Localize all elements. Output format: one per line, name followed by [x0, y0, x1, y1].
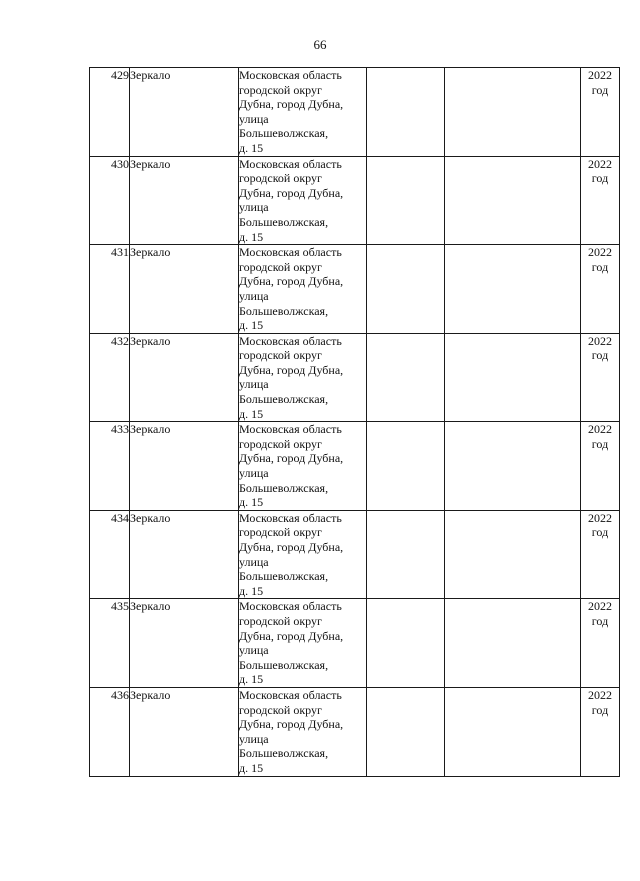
address-line: Дубна, город Дубна,	[239, 185, 344, 200]
address-line: Московская область	[239, 510, 342, 525]
address-cell	[239, 599, 367, 688]
row-number-cell: 432	[90, 333, 130, 422]
row-number-cell: 430	[90, 156, 130, 245]
year-unit: год	[591, 171, 609, 186]
address-line: улица	[239, 111, 269, 126]
year-value: 2022	[588, 68, 612, 82]
address-line: д. 15	[239, 760, 264, 775]
address-line: Дубна, город Дубна,	[239, 628, 344, 643]
year-value: 2022	[588, 422, 612, 437]
empty-cell-col5	[445, 333, 581, 422]
empty-cell-col4	[367, 422, 445, 511]
row-number-cell: 429	[90, 68, 130, 157]
object-type-cell: Зеркало	[130, 245, 239, 334]
address-line: городской округ	[239, 82, 322, 97]
row-number-cell: 431	[90, 245, 130, 334]
address-line: улица	[239, 200, 269, 215]
address-line: городской округ	[239, 259, 322, 274]
address-line: улица	[239, 466, 269, 481]
empty-cell-col4	[367, 245, 445, 334]
year-cell	[581, 68, 620, 157]
address-cell	[239, 156, 367, 245]
address-line: Большеволжская,	[239, 303, 329, 318]
address-line: д. 15	[239, 229, 264, 244]
year-value: 2022	[588, 156, 612, 171]
address-line: Большеволжская,	[239, 746, 329, 761]
object-type-cell: Зеркало	[130, 599, 239, 688]
year-cell	[581, 510, 620, 599]
address-line: Большеволжская,	[239, 214, 329, 229]
year-value: 2022	[588, 245, 612, 260]
address-line: Московская область	[239, 333, 342, 348]
row-number-cell: 435	[90, 599, 130, 688]
year-unit: год	[591, 613, 609, 628]
table-row	[90, 68, 620, 157]
year-cell	[581, 599, 620, 688]
empty-cell-col5	[445, 510, 581, 599]
address-line: д. 15	[239, 495, 264, 510]
year-value: 2022	[588, 687, 612, 702]
address-line: д. 15	[239, 583, 264, 598]
address-line: Большеволжская,	[239, 480, 329, 495]
object-type-cell: Зеркало	[130, 333, 239, 422]
address-line: Московская область	[239, 599, 342, 614]
address-line: Московская область	[239, 156, 342, 171]
table-row	[90, 245, 620, 334]
empty-cell-col5	[445, 599, 581, 688]
year-unit: год	[591, 348, 609, 363]
object-type-cell: Зеркало	[130, 687, 239, 776]
table-row	[90, 687, 620, 776]
empty-cell-col4	[367, 687, 445, 776]
address-line: Дубна, город Дубна,	[239, 451, 344, 466]
empty-cell-col4	[367, 333, 445, 422]
address-line: Дубна, город Дубна,	[239, 540, 344, 554]
address-cell	[239, 687, 367, 776]
year-value: 2022	[588, 333, 612, 348]
table-row	[90, 422, 620, 511]
year-cell	[581, 422, 620, 511]
address-line: Дубна, город Дубна,	[239, 274, 344, 289]
row-number-cell: 433	[90, 422, 130, 511]
address-line: Дубна, город Дубна,	[239, 362, 344, 377]
empty-cell-col5	[445, 68, 581, 157]
address-line: улица	[239, 731, 269, 746]
year-unit: год	[591, 702, 609, 717]
address-line: д. 15	[239, 140, 264, 155]
address-line: Большеволжская,	[239, 392, 329, 407]
row-number-cell: 436	[90, 687, 130, 776]
year-unit: год	[591, 436, 609, 451]
address-line: улица	[239, 377, 269, 392]
table-row	[90, 599, 620, 688]
empty-cell-col4	[367, 599, 445, 688]
address-line: городской округ	[239, 171, 322, 186]
year-value: 2022	[588, 599, 612, 614]
address-cell	[239, 68, 367, 157]
year-unit: год	[591, 82, 609, 97]
address-line: городской округ	[239, 436, 322, 451]
address-line: городской округ	[239, 702, 322, 717]
address-line: Московская область	[239, 687, 342, 702]
registry-table-body	[90, 68, 620, 777]
empty-cell-col5	[445, 422, 581, 511]
empty-cell-col4	[367, 510, 445, 599]
address-line: Дубна, город Дубна,	[239, 97, 344, 112]
year-cell	[581, 156, 620, 245]
address-line: Большеволжская,	[239, 657, 329, 672]
empty-cell-col5	[445, 245, 581, 334]
year-unit: год	[591, 259, 609, 274]
table-row	[90, 333, 620, 422]
address-line: д. 15	[239, 672, 264, 687]
address-cell	[239, 245, 367, 334]
address-line: Московская область	[239, 68, 342, 82]
address-line: Дубна, город Дубна,	[239, 717, 344, 732]
address-cell	[239, 422, 367, 511]
year-unit: год	[591, 525, 609, 540]
page-number: 66	[313, 37, 327, 52]
year-cell	[581, 687, 620, 776]
empty-cell-col4	[367, 68, 445, 157]
address-line: Московская область	[239, 245, 342, 260]
table-row	[90, 510, 620, 599]
empty-cell-col5	[445, 156, 581, 245]
address-line: городской округ	[239, 613, 322, 628]
table-row	[90, 156, 620, 245]
address-line: д. 15	[239, 406, 264, 421]
empty-cell-col4	[367, 156, 445, 245]
address-cell	[239, 510, 367, 599]
address-cell	[239, 333, 367, 422]
address-line: Большеволжская,	[239, 126, 329, 141]
year-cell	[581, 245, 620, 334]
empty-cell-col5	[445, 687, 581, 776]
object-type-cell: Зеркало	[130, 68, 239, 157]
address-line: улица	[239, 643, 269, 658]
object-type-cell: Зеркало	[130, 422, 239, 511]
object-type-cell: Зеркало	[130, 510, 239, 599]
address-line: городской округ	[239, 525, 322, 540]
registry-table	[89, 67, 620, 777]
year-cell	[581, 333, 620, 422]
address-line: улица	[239, 554, 269, 569]
address-line: д. 15	[239, 318, 264, 333]
address-line: Большеволжская,	[239, 569, 329, 584]
address-line: Московская область	[239, 422, 342, 437]
row-number-cell: 434	[90, 510, 130, 599]
year-value: 2022	[588, 510, 612, 525]
object-type-cell: Зеркало	[130, 156, 239, 245]
address-line: улица	[239, 288, 269, 303]
address-line: городской округ	[239, 348, 322, 363]
